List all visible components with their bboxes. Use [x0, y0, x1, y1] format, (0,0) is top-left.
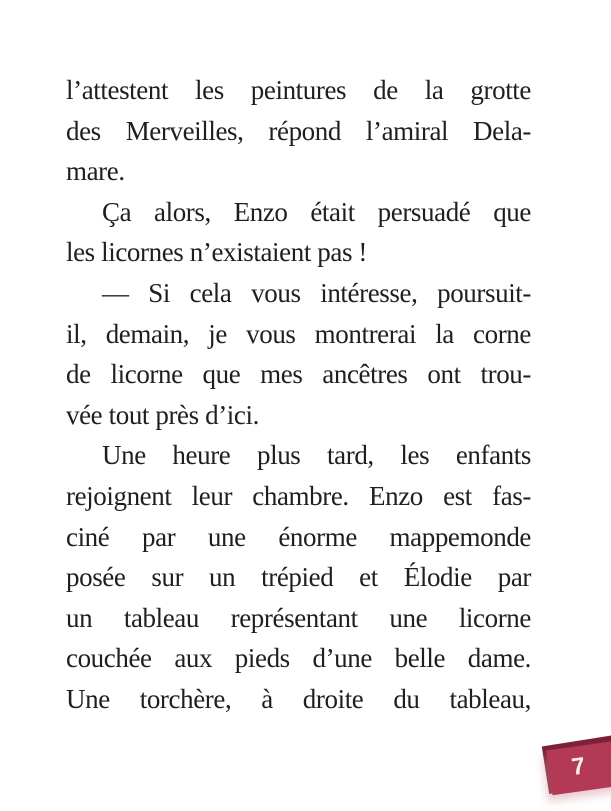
text-line: de licorne que mes ancêtres ont trou-: [66, 359, 531, 390]
text-line: l’attestent les peintures de la grotte: [66, 75, 531, 105]
text-line: — Si cela vous intéresse, poursuit-: [102, 277, 531, 308]
text-line: ciné par une énorme mappemonde: [66, 521, 531, 552]
text-line: rejoignent leur chambre. Enzo est fas-: [66, 480, 531, 511]
text-line: il, demain, je vous montrerai la corne: [66, 318, 531, 349]
page-number-badge: [531, 737, 611, 807]
text-line: Une heure plus tard, les enfants: [102, 440, 531, 471]
text-line: couchée aux pieds d’une belle dame.: [66, 643, 531, 674]
page-number: 7: [569, 752, 587, 782]
text-line: Une torchère, à droite du tableau,: [66, 683, 531, 714]
text-line: un tableau représentant une licorne: [66, 602, 531, 633]
text-line: Ça alors, Enzo était persuadé que: [102, 196, 531, 227]
text-line: des Merveilles, répond l’amiral Dela-: [66, 115, 531, 146]
text-line: vée tout près d’ici.: [66, 399, 259, 430]
text-line: posée sur un trépied et Élodie par: [66, 562, 531, 593]
text-line: mare.: [66, 156, 125, 187]
page-text: [66, 70, 531, 720]
text-line: les licornes n’existaient pas !: [66, 237, 368, 268]
